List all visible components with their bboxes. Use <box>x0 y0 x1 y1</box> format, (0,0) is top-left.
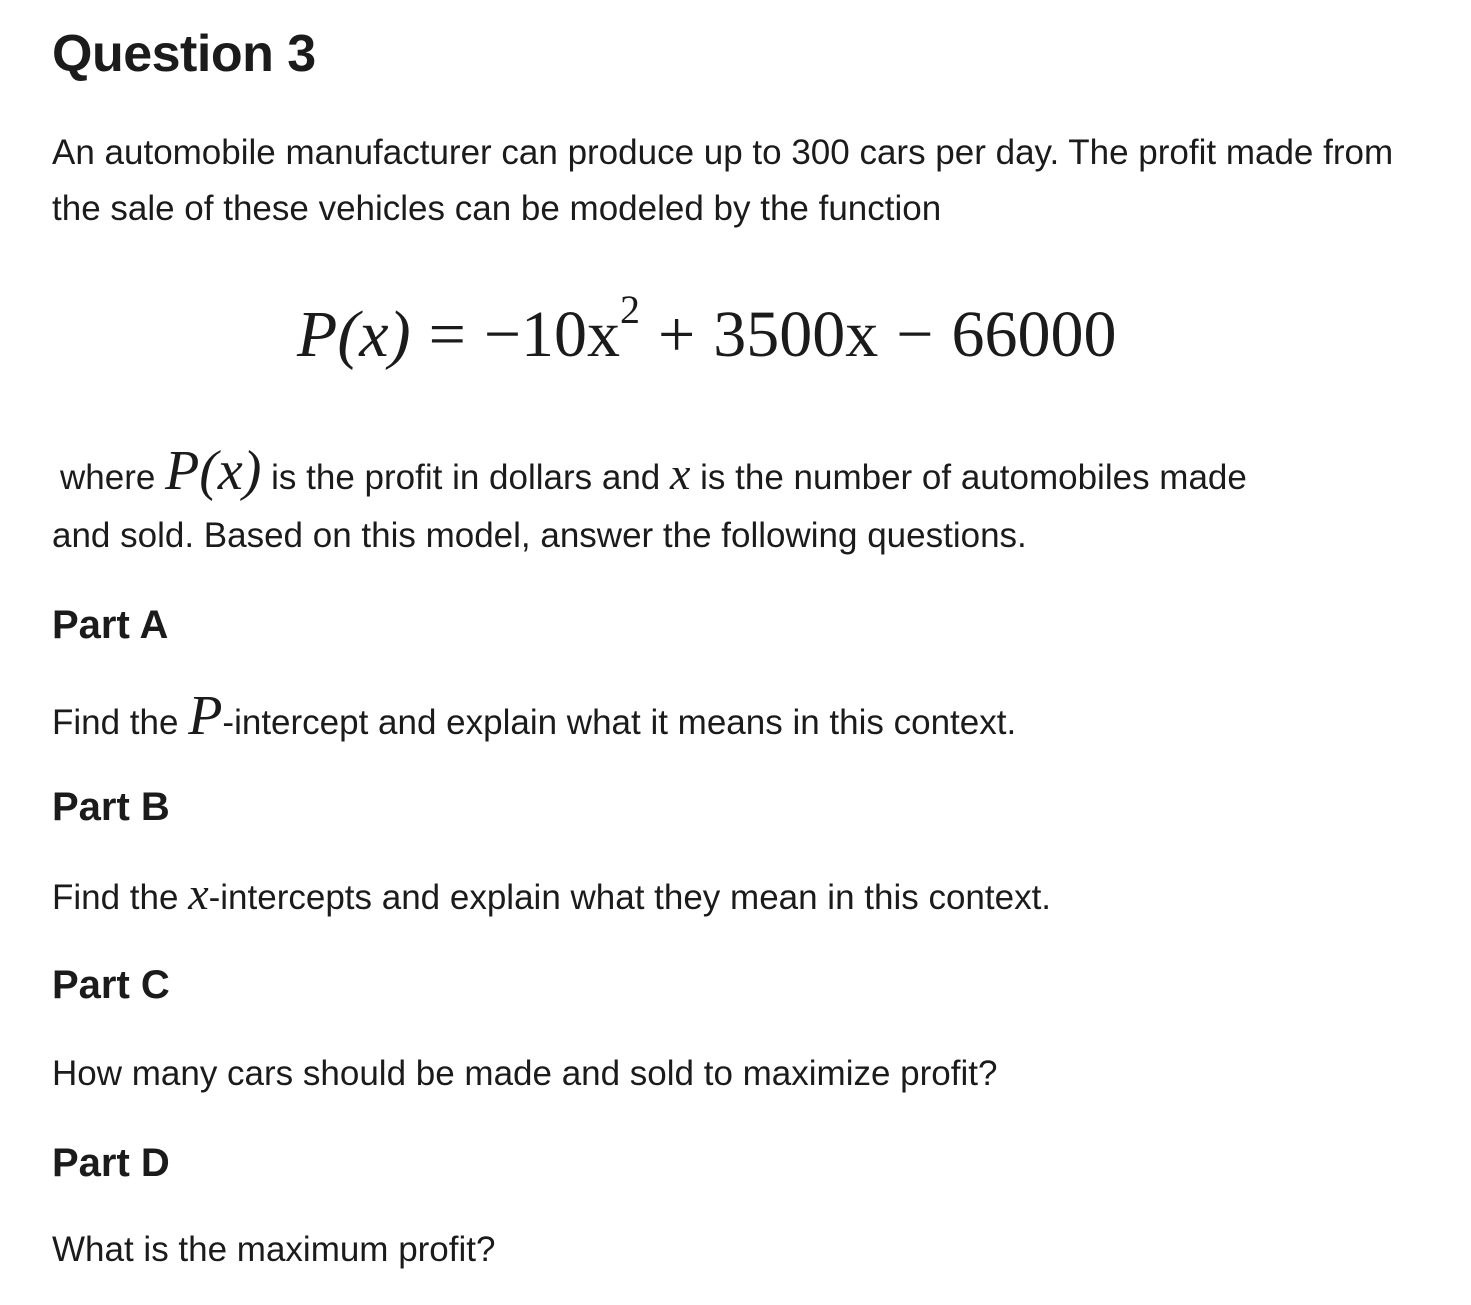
part-a-var: P <box>188 685 223 747</box>
profit-equation <box>297 287 1117 380</box>
equation-term2: 3500x <box>713 298 879 371</box>
part-d-question: What is the maximum profit? <box>52 1230 496 1269</box>
question-title: Question 3 <box>52 25 316 83</box>
part-a-title: Part A <box>52 603 169 647</box>
part-c-title: Part C <box>52 963 170 1007</box>
description-p-of-x: P(x) <box>165 440 262 502</box>
description-mid: is the profit in dollars and <box>271 458 661 497</box>
part-c-question: How many cars should be made and sold to maximize profit? <box>52 1054 998 1093</box>
equation-minus: − <box>896 298 934 371</box>
description-end: is the number of automobiles made <box>700 458 1247 497</box>
part-b-post: -intercepts and explain what they mean in this context. <box>208 878 1052 917</box>
description-where: where <box>60 458 156 497</box>
part-d-title: Part D <box>52 1141 170 1185</box>
description-line-2: and sold. Based on this model, answer the following questions. <box>52 516 1027 555</box>
equation-term1 <box>483 287 641 371</box>
description-x: x <box>670 448 691 499</box>
equation-exponent: 2 <box>620 287 641 332</box>
part-a-pre: Find the <box>52 703 179 742</box>
equation-lhs: P(x) <box>297 298 411 371</box>
equation-term1-coef: −10x <box>483 298 621 371</box>
part-b-var: x <box>188 868 209 919</box>
equation-equals: = <box>428 298 466 371</box>
equation-term3: 66000 <box>951 298 1117 371</box>
description-line-1 <box>60 440 1460 509</box>
part-b-question <box>52 866 1051 926</box>
intro-text: An automobile manufacturer can produce up to 300 cars per day. The profit made from the sale of these vehicles can be modeled by the function <box>52 133 1394 228</box>
part-b-pre: Find the <box>52 878 179 917</box>
part-b-title: Part B <box>52 785 170 829</box>
part-a-question <box>52 685 1017 751</box>
part-a-post: -intercept and explain what it means in this context. <box>222 703 1017 742</box>
equation-plus: + <box>658 298 696 371</box>
